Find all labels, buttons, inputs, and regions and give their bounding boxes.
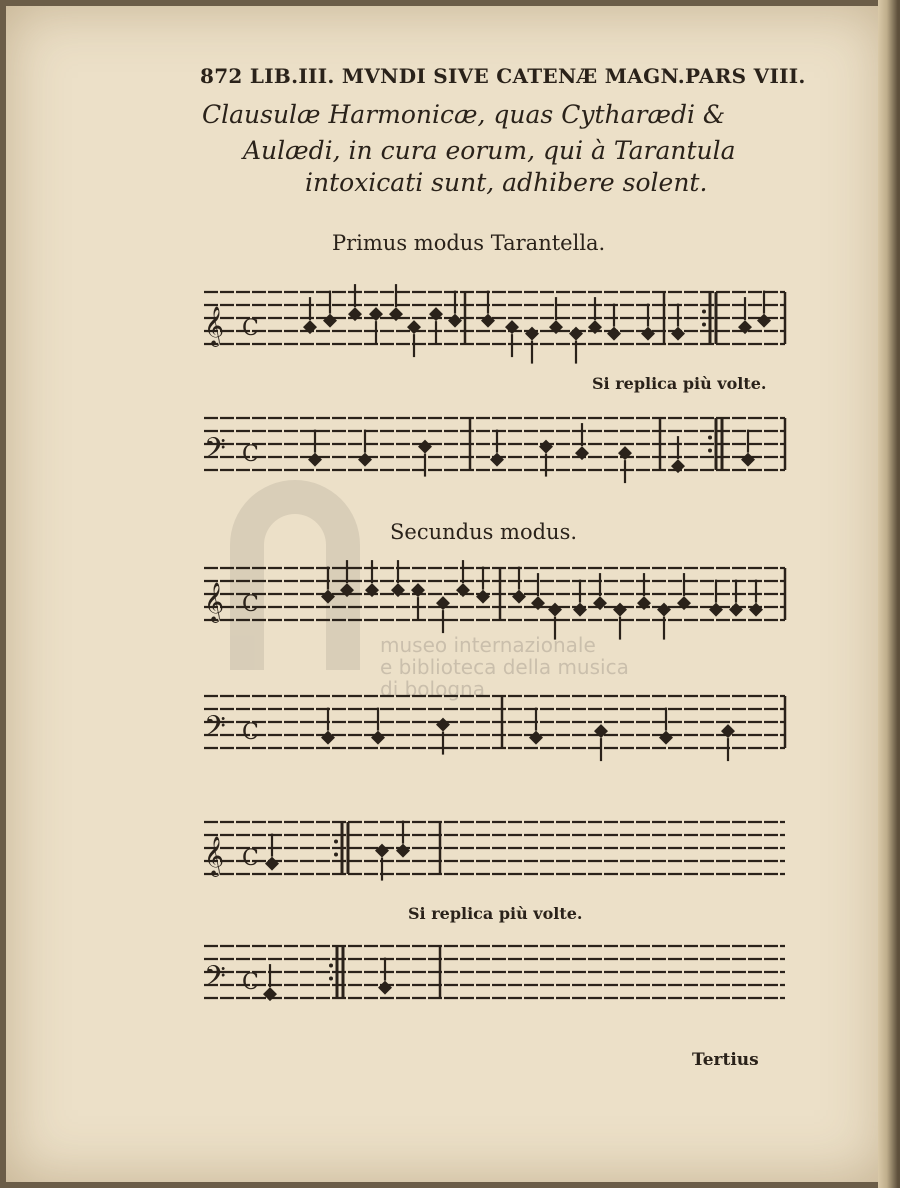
note-head <box>369 307 383 344</box>
note-head <box>575 423 589 460</box>
note-head <box>671 436 685 473</box>
note-head <box>456 560 470 597</box>
note-head <box>588 297 602 334</box>
bass-clef-icon: 𝄢 <box>204 960 226 1000</box>
note-head <box>265 834 279 871</box>
section-heading-secundus: Secundus modus. <box>390 520 578 544</box>
watermark-line-1: museo internazionale <box>380 633 596 657</box>
note-head <box>436 596 450 633</box>
repeat-instruction: Si replica più volte. <box>408 904 583 923</box>
note-head <box>389 284 403 321</box>
title-line-2: Aulædi, in cura eorum, qui à Tarantula <box>243 136 736 165</box>
repeat-instruction: Si replica più volte. <box>592 374 767 393</box>
note-head <box>505 320 519 357</box>
note-head <box>529 708 543 745</box>
watermark-line-2: e biblioteca della musica <box>380 655 629 679</box>
note-head <box>641 304 655 341</box>
note-head <box>490 430 504 467</box>
note-head <box>429 307 443 344</box>
music-staff <box>200 684 792 774</box>
note-head <box>549 297 563 334</box>
treble-clef-icon: 𝄞 <box>204 836 225 876</box>
bass-clef-icon: 𝄢 <box>204 432 226 472</box>
note-head <box>348 284 362 321</box>
note-head <box>303 297 317 334</box>
note-head <box>618 446 632 483</box>
note-head <box>396 821 410 858</box>
note-head <box>749 580 763 617</box>
note-head <box>593 573 607 610</box>
note-head <box>741 430 755 467</box>
common-time-icon: C <box>242 846 259 871</box>
note-head <box>378 958 392 995</box>
note-head <box>531 573 545 610</box>
note-head <box>365 560 379 597</box>
note-head <box>358 430 372 467</box>
note-head <box>391 560 405 597</box>
note-head <box>407 320 421 357</box>
common-time-icon: C <box>242 592 259 617</box>
note-head <box>340 560 354 597</box>
note-head <box>476 567 490 604</box>
catchword: Tertius <box>692 1050 759 1070</box>
note-head <box>525 327 539 364</box>
note-head <box>321 567 335 604</box>
treble-clef-icon: 𝄞 <box>204 306 225 346</box>
running-head: 872 LIB.III. MVNDI SIVE CATENÆ MAGN.PARS VIII. <box>200 64 806 88</box>
note-head <box>729 580 743 617</box>
music-staff <box>200 406 792 496</box>
watermark-line-3: di bologna <box>380 677 485 701</box>
music-staff <box>200 810 792 900</box>
note-head <box>308 430 322 467</box>
music-staff <box>200 280 792 370</box>
note-head <box>637 573 651 610</box>
music-staff <box>200 934 792 1024</box>
note-head <box>321 708 335 745</box>
note-head <box>677 573 691 610</box>
note-head <box>573 580 587 617</box>
title-line-3: intoxicati sunt, adhibere solent. <box>305 168 708 197</box>
common-time-icon: C <box>242 970 259 995</box>
note-head <box>709 580 723 617</box>
treble-clef-icon: 𝄞 <box>204 582 225 622</box>
note-head <box>671 304 685 341</box>
note-head <box>411 583 425 620</box>
note-head <box>594 724 608 761</box>
note-head <box>481 291 495 328</box>
common-time-icon: C <box>242 316 259 341</box>
note-head <box>607 304 621 341</box>
note-head <box>721 724 735 761</box>
note-head <box>659 708 673 745</box>
common-time-icon: C <box>242 720 259 745</box>
common-time-icon: C <box>242 442 259 467</box>
note-head <box>512 567 526 604</box>
note-head <box>371 708 385 745</box>
music-staff <box>200 556 792 646</box>
note-head <box>757 291 771 328</box>
page-edge <box>878 0 900 1188</box>
note-head <box>738 297 752 334</box>
note-head <box>448 291 462 328</box>
section-heading-primus: Primus modus Tarantella. <box>332 231 606 255</box>
title-line-1: Clausulæ Harmonicæ, quas Cytharædi & <box>202 100 726 129</box>
bass-clef-icon: 𝄢 <box>204 710 226 750</box>
note-head <box>323 291 337 328</box>
note-head <box>263 964 277 1001</box>
note-head <box>569 327 583 364</box>
